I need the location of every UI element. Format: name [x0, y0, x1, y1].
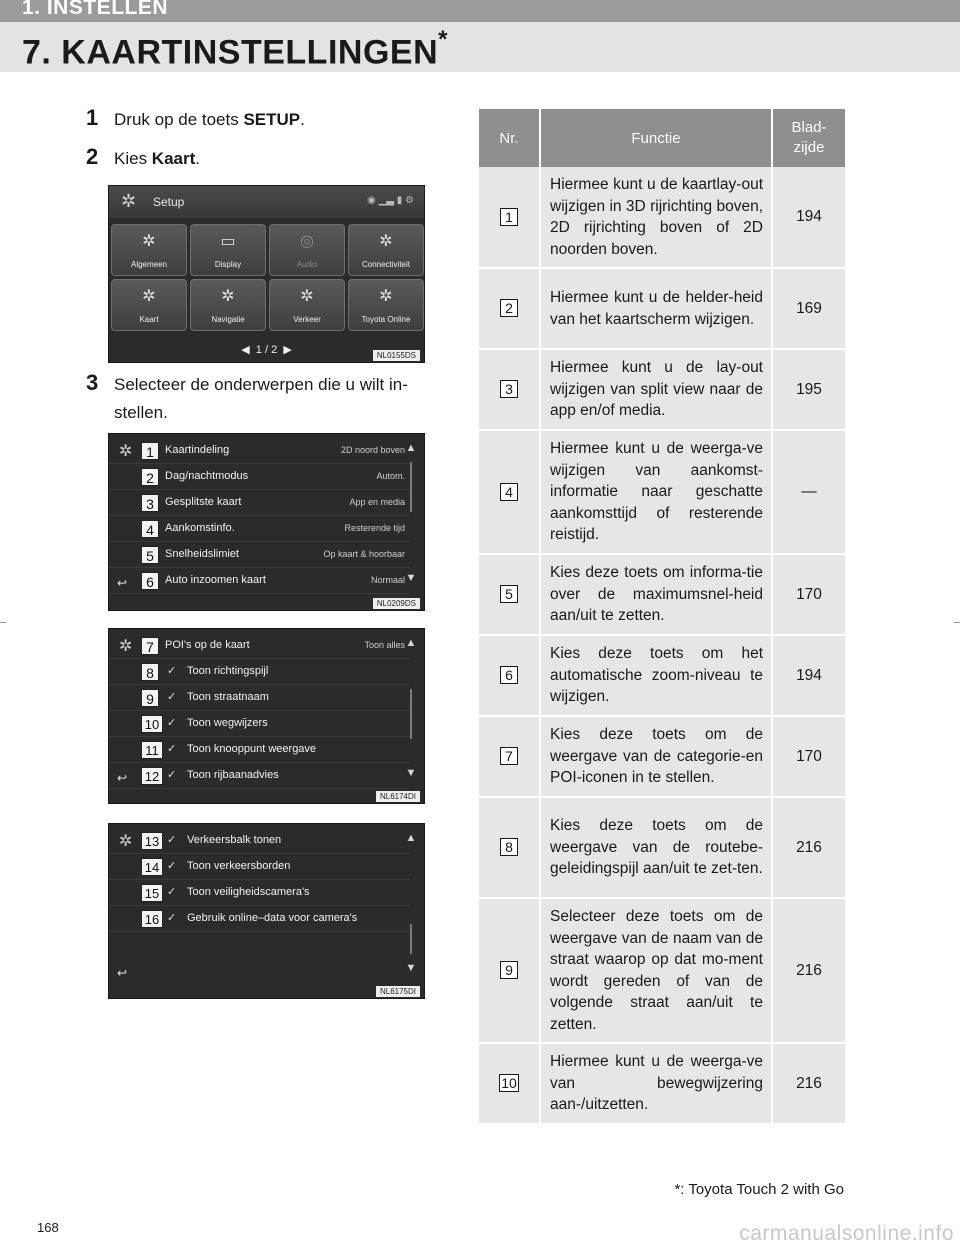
step-1 — [86, 106, 305, 134]
menu-label: Gebruik online–data voor camera's — [187, 912, 358, 924]
menu-value: Normaal — [370, 575, 405, 585]
callout-number: 8 — [141, 663, 159, 681]
back-icon[interactable]: ↩ — [117, 966, 128, 980]
cell-nr — [479, 1043, 540, 1124]
menu-row[interactable] — [109, 854, 409, 880]
menu-row[interactable] — [109, 906, 409, 932]
menu-value: 2D noord boven — [340, 445, 405, 455]
callout-number: 7 — [500, 747, 518, 765]
col-header-nr: Nr. — [479, 109, 540, 167]
callout-number: 1 — [141, 442, 159, 460]
back-icon[interactable]: ↩ — [117, 771, 128, 785]
menu-row[interactable] — [109, 828, 409, 854]
map-settings-screen-2 — [108, 628, 425, 804]
cell-nr — [479, 268, 540, 349]
settings-gear-icon: ✲ — [119, 443, 133, 460]
check-icon: ✓ — [167, 834, 177, 846]
cell-page: 170 — [772, 554, 845, 635]
menu-row[interactable] — [109, 516, 409, 542]
col-header-text: Blad-zijde — [791, 119, 827, 156]
menu-row[interactable] — [109, 880, 409, 906]
callout-number: 12 — [141, 767, 163, 785]
cell-page: 194 — [772, 167, 845, 268]
step-text: Druk op de toets — [114, 110, 244, 129]
callout-number: 6 — [500, 666, 518, 684]
menu-value: Autom. — [376, 471, 405, 481]
col-header-functie: Functie — [540, 109, 772, 167]
menu-value: Op kaart & hoorbaar — [323, 549, 405, 559]
callout-number: 15 — [141, 884, 163, 902]
function-table — [479, 109, 845, 1125]
table-header-row — [479, 109, 845, 167]
scroll-down-icon[interactable]: ▼ — [405, 962, 417, 974]
menu-label: POI's op de kaart — [165, 639, 250, 651]
table-row — [479, 635, 845, 716]
scroll-up-icon[interactable]: ▲ — [405, 637, 417, 649]
setup-title: Setup — [153, 195, 185, 209]
menu-label: Toon knooppunt weergave — [187, 743, 317, 755]
table-row — [479, 167, 845, 268]
setup-gear-icon: ✲ — [121, 191, 137, 211]
callout-number: 5 — [141, 546, 159, 564]
menu-row[interactable] — [109, 542, 409, 568]
table-row — [479, 797, 845, 898]
prev-page-icon[interactable]: ◀ — [241, 344, 250, 356]
connectivity-icon: ✲ — [379, 233, 393, 250]
cell-desc: Hiermee kunt u de lay-out wijzigen van split view naar de app en/of media. — [540, 349, 772, 430]
step-key: Kaart — [151, 149, 196, 168]
settings-gear-icon: ✲ — [119, 833, 133, 850]
callout-number: 13 — [141, 832, 163, 850]
tile-label: Algemeen — [130, 260, 168, 269]
callout-number: 16 — [141, 910, 163, 928]
page-number: 168 — [37, 1220, 59, 1235]
menu-row[interactable] — [109, 737, 409, 763]
cell-nr — [479, 167, 540, 268]
callout-number: 3 — [141, 494, 159, 512]
check-icon: ✓ — [167, 717, 177, 729]
cell-nr — [479, 430, 540, 554]
cell-desc: Hiermee kunt u de weerga-ve wijzigen van aankomst-informatie naar geschatte aankomsttijd of resterende reistijd. — [540, 430, 772, 554]
menu-label: Aankomstinfo. — [165, 522, 235, 534]
callout-number: 3 — [500, 380, 518, 398]
callout-number: 10 — [501, 1075, 517, 1091]
check-icon: ✓ — [167, 665, 177, 677]
callout-number: 5 — [500, 585, 518, 603]
callout-number: 11 — [141, 741, 163, 759]
step-number: 2 — [86, 144, 99, 169]
step-3 — [86, 371, 456, 427]
cell-desc: Kies deze toets om de weergave van de routebe-geleidingspijl aan/uit te zet-ten. — [540, 797, 772, 898]
title-footnote-mark: * — [438, 26, 448, 53]
scrollbar-thumb[interactable] — [410, 689, 412, 739]
menu-value: Toon alles — [364, 640, 405, 650]
navigation-icon: ✲ — [221, 288, 235, 305]
cell-desc: Selecteer deze toets om de weergave van de naam van de straat waarop op dat mo-ment wordt gereden of van de volgende straat aan/uit te zetten. — [540, 898, 772, 1043]
cell-desc: Kies deze toets om het automatische zoom-niveau te wijzigen. — [540, 635, 772, 716]
tile-label: Connectiviteit — [361, 260, 411, 269]
menu-row[interactable] — [109, 763, 409, 789]
menu-label: Snelheidslimiet — [165, 548, 239, 560]
step-number: 3 — [86, 370, 99, 395]
callout-number: 14 — [141, 858, 163, 876]
audio-icon: ◎ — [300, 233, 314, 250]
tile-label: Kaart — [139, 315, 159, 324]
tile-verkeer[interactable] — [269, 279, 345, 331]
tile-navigatie[interactable] — [190, 279, 266, 331]
cell-nr — [479, 554, 540, 635]
cell-page: 216 — [772, 1043, 845, 1124]
page-title-text: 7. KAARTINSTELLINGEN — [22, 33, 439, 72]
tile-label: Audio — [296, 260, 318, 269]
cell-nr — [479, 716, 540, 797]
scrollbar-thumb[interactable] — [410, 924, 412, 954]
check-icon: ✓ — [167, 743, 177, 755]
table-row — [479, 1043, 845, 1124]
check-icon: ✓ — [167, 860, 177, 872]
figure-code: NL0209DS — [373, 598, 420, 609]
table-row — [479, 349, 845, 430]
tile-label: Navigatie — [211, 315, 245, 324]
cell-page: 216 — [772, 797, 845, 898]
callout-number: 2 — [141, 468, 159, 486]
callout-number: 6 — [141, 572, 159, 590]
menu-row[interactable] — [109, 438, 409, 464]
scrollbar-thumb[interactable] — [410, 462, 412, 512]
cell-page: 169 — [772, 268, 845, 349]
watermark: carmanualsonline.info — [739, 1222, 954, 1245]
menu-row[interactable] — [109, 711, 409, 737]
step-2 — [86, 145, 200, 173]
menu-label: Toon veiligheidscamera's — [187, 886, 310, 898]
tile-toyota-online[interactable] — [348, 279, 424, 331]
callout-number: 4 — [141, 520, 159, 538]
figure-code: NL0155DS — [373, 350, 420, 361]
step-text: Selecteer de onderwerpen die u wilt in-stellen. — [114, 375, 408, 422]
menu-label: Verkeersbalk tonen — [187, 834, 282, 846]
check-icon: ✓ — [167, 912, 177, 924]
step-text: Kies — [114, 149, 152, 168]
menu-row[interactable] — [109, 633, 409, 659]
tile-label: Display — [214, 260, 242, 269]
tile-kaart[interactable] — [111, 279, 187, 331]
cell-nr — [479, 635, 540, 716]
cell-desc: Hiermee kunt u de weerga-ve van bewegwijzering aan-/uitzetten. — [540, 1043, 772, 1124]
callout-number: 2 — [500, 299, 518, 317]
callout-number: 9 — [500, 961, 518, 979]
display-icon: ▭ — [220, 233, 236, 250]
gear-icon: ✲ — [142, 233, 156, 250]
callout-number: 9 — [141, 689, 159, 707]
figure-code: NL6175DI — [376, 986, 420, 997]
scroll-up-icon[interactable]: ▲ — [405, 832, 417, 844]
traffic-icon: ✲ — [300, 288, 314, 305]
map-settings-screen-3 — [108, 823, 425, 999]
scroll-down-icon[interactable]: ▼ — [405, 767, 417, 779]
next-page-icon[interactable]: ▶ — [283, 344, 292, 356]
menu-row[interactable] — [109, 568, 409, 594]
back-icon[interactable]: ↩ — [117, 576, 128, 590]
check-icon: ✓ — [167, 886, 177, 898]
figure-code: NL6174DI — [376, 791, 420, 802]
crop-mark — [954, 622, 960, 623]
scroll-down-icon[interactable]: ▼ — [405, 572, 417, 584]
section-title: 1. INSTELLEN — [22, 0, 169, 19]
cell-page: — — [772, 430, 845, 554]
table-row — [479, 268, 845, 349]
step-punct: . — [195, 149, 200, 168]
tile-label: Verkeer — [293, 315, 321, 324]
settings-gear-icon: ✲ — [119, 638, 133, 655]
table-row — [479, 898, 845, 1043]
menu-label: Toon straatnaam — [187, 691, 269, 703]
cell-desc: Hiermee kunt u de helder-heid van het kaartscherm wijzigen. — [540, 268, 772, 349]
menu-row[interactable] — [109, 464, 409, 490]
page-indicator: 1 / 2 — [255, 344, 278, 356]
cell-page: 170 — [772, 716, 845, 797]
cell-nr — [479, 349, 540, 430]
menu-row[interactable] — [109, 685, 409, 711]
callout-number: 4 — [500, 483, 518, 501]
tile-label: Toyota Online — [361, 315, 411, 324]
menu-value: App en media — [349, 497, 405, 507]
menu-label: Kaartindeling — [165, 444, 230, 456]
callout-number: 8 — [500, 838, 518, 856]
menu-label: Auto inzoomen kaart — [165, 574, 266, 586]
menu-label: Dag/nachtmodus — [165, 470, 249, 482]
cell-desc: Hiermee kunt u de kaartlay-out wijzigen in 3D rijrichting boven, 2D rijrichting boven of 2D noorden boven. — [540, 167, 772, 268]
page-title — [22, 26, 448, 72]
menu-label: Toon richtingspijl — [187, 665, 269, 677]
map-settings-screen-1 — [108, 433, 425, 611]
col-header-bladzijde — [772, 109, 845, 167]
step-key: SETUP — [243, 110, 301, 129]
menu-label: Toon wegwijzers — [187, 717, 268, 729]
check-icon: ✓ — [167, 691, 177, 703]
crop-mark — [0, 622, 6, 623]
tile-display[interactable] — [190, 224, 266, 276]
callout-number: 7 — [141, 637, 159, 655]
check-icon: ✓ — [167, 769, 177, 781]
cell-nr — [479, 898, 540, 1043]
callout-number: 10 — [141, 715, 163, 733]
menu-row[interactable] — [109, 490, 409, 516]
step-number: 1 — [86, 105, 99, 130]
online-icon: ✲ — [379, 288, 393, 305]
menu-row[interactable] — [109, 659, 409, 685]
cell-page: 216 — [772, 898, 845, 1043]
menu-label: Toon verkeersborden — [187, 860, 291, 872]
table-row — [479, 716, 845, 797]
cell-page: 194 — [772, 635, 845, 716]
cell-page: 195 — [772, 349, 845, 430]
tile-connectiviteit[interactable] — [348, 224, 424, 276]
menu-label: Toon rijbaanadvies — [187, 769, 279, 781]
setup-screen — [108, 185, 425, 363]
cell-nr — [479, 797, 540, 898]
table-row — [479, 554, 845, 635]
footnote: *: Toyota Touch 2 with Go — [674, 1181, 844, 1198]
step-punct: . — [300, 110, 305, 129]
callout-number: 1 — [500, 208, 518, 226]
menu-label: Gesplitste kaart — [165, 496, 242, 508]
map-icon: ✲ — [142, 288, 156, 305]
tile-algemeen[interactable] — [111, 224, 187, 276]
table-row — [479, 430, 845, 554]
cell-desc: Kies deze toets om informa-tie over de maximumsnel-heid aan/uit te zetten. — [540, 554, 772, 635]
menu-value: Resterende tijd — [344, 523, 405, 533]
status-icons: ◉ ▁▃ ▮ ⚙ — [367, 195, 414, 206]
tile-audio[interactable] — [269, 224, 345, 276]
cell-desc: Kies deze toets om de weergave van de categorie-en POI-iconen in te stellen. — [540, 716, 772, 797]
scroll-up-icon[interactable]: ▲ — [405, 442, 417, 454]
